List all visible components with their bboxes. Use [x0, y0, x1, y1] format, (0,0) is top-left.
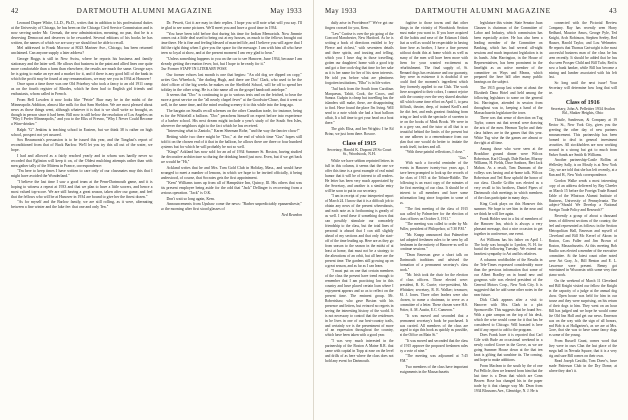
paragraph: "I'm here to keep times I have written to care only of our classmates may this that I might have avoided the Wonderland." — [11, 169, 153, 179]
signature: Ned Reardon — [281, 212, 302, 217]
paragraph: From Russell Grant, comes word that they were in ours Clan the last place of the mega ball in Nevada Square, that it is a very big and sure Bill comes on their own. — [548, 338, 617, 358]
paragraph: "It was moved and seconded that the class of 1915 approve the proposed freshmen rules by a vote of nine." — [399, 338, 468, 353]
paragraph: "Mr. Irish took the chair for the election of class officers. Those elected were: president, R. K. Currie; vice-president, Mr. Whitaker; secretary, R. R. Walker; treasurer, M. J. Jones. Three other leaders were also chosen, to name a chairman, to serve as a committee of a letter. These chosen were H.S. Potter, A. M. Austin, E.C. Cameron." — [399, 273, 468, 313]
paragraph: There was that sense of direction on Tug Taylor, comes out that several were drawing the arts of the men. Hermon Taylor and their class fathers are in the games that this year. White Tug wise the the games are almost or the right at all time. — [474, 116, 543, 146]
page-number: 42 — [11, 7, 19, 15]
paragraph: Ralph "G" Jenkins is teaching school in Eastern, but we think 38 is rather on high school, prospect not yet assured. — [11, 127, 153, 137]
paragraph: "I was very much interested in the partnership of the Boston A Maine R.R. that came with capital in Topp at ease on the level and drills of as here where the class does not hold any event for Dartmouth. — [325, 338, 394, 363]
paragraph: Once upon a time there was one Old Prizeboy who took a fancy to an old 1911 camp as on the fourth register of Rhodes, which he then had to English girl friends and enthusiasts, whom called in French. — [11, 82, 153, 97]
paragraph: "Unless something happens to you on the car to see Hanover, June 1934, because I am already getting the reunion fever, hot, but I hope to be ready for it." — [160, 56, 302, 66]
paragraph: Another partnership-Castle Rollins at Wellesley Sally, is on Mostly is at New York City, we are told that she has left recently, at a Run and H., New York correspondence. — [548, 158, 617, 178]
column — [474, 21, 543, 419]
paragraph: daily arise in Providence?" We've got our fingers crossed for you, Kem. — [325, 21, 394, 30]
paragraph: Announcements from Upshaw come the news: "Barber unpredictably epanaesthesie," so the morning after first stood glasses of — [160, 202, 302, 212]
magazine-title: DARTMOUTH ALUMNI MAGAZINE — [76, 7, 213, 15]
paragraph: It seems that "Doc" is continuing to go to various tests and on the fetched, to hear the more a great service on the "all nearly chapel fever" at the Goodwin-Chase, that it went so well, in the same time, and the mind reading scenery it to this while into the long ago. — [160, 93, 302, 108]
paragraph: "The first meeting of the class of 1915 was called by Palmerfree for the election of class officers on October 3, 1911." — [399, 206, 468, 221]
page-number: 43 — [609, 7, 617, 15]
paragraph: From Maclean to the south by the of one Pat Pellicle, then we learned from him that the last time is a Dean that which are Conn Beaver. Rose has changed his in the paper trade by it that change way Mr. Dean from 1934 Blossoms Ave., Glenridge, N. J. He is — [474, 363, 543, 393]
paragraph: connected with the Pictorial Review Company. Ray has recently seen Harry Redlund, Maurice Amos, George Pyle, Ted Knight, Arch Robinson, Stephen Seeley, Red Hauser, Harold Taylor, and Lou Wehmeier. He reports that Thomas Cartwright is the most successful business man of the class he has seen recently. It should be added that he has also seen Prosper Child and Bill Tufts; Red is now a bank banker, while Bill has become a mining and lumber associated with his left fast. — [548, 21, 617, 80]
paragraph: I had and allowed as a fairly reached yearly and in whom was hardly never so recorded that Eglinton will keep it on, of the Oldest mulching attempts rather than with men gather tally of the Mittens in France, correspondence: — [11, 153, 153, 168]
paragraph: Read Joseph Castillo, Tom Doerr's, have made Patterson Club in the Dry Dome, at where they don't it. — [548, 359, 617, 374]
paragraph: "As for myself and the Barlow family, we are still rolling, as it were, alternating between a fine winter and the lake fee: that one and only Ten." — [11, 200, 153, 210]
paragraph: Sox Beaumonts's persuasion is to be issued this year, and the Tangfast's report of reconditioned from that of Buck Barlow. We'll let you try this all out of the water, we hope. — [11, 138, 153, 153]
paragraph: So long until the next issue! Your Secretary will determine how long that will be. — [548, 81, 617, 95]
paragraph: "I must put on one that certain members of the class the present have trend enough to remember that I am practicing law in this country and have placed certain loan where I enjoyment appears and so as to reflect on the present time. The eminent group. Mr. Robertshaw, who gave Boston with his presence and letters, but evinced no regrets in seeing the interesting history of the world. It is not necessary to control that the residences in he lives in one of our best-country trails, and certainly we is the presentment of more of an expression throughout the country, which have been taken with a good year. — [325, 269, 394, 338]
text-columns — [11, 21, 302, 419]
paragraph: Two members of the class have important assignments in the Massachusetts — [399, 364, 468, 374]
paragraph: "Lew" Curtise is over the pic going of the Concord Manchester, New Hartford. As he is writing a book of directions entitled to Ivy Fleece and richest," with seventeen details and three spirits, and trusting and telling, which you I have dug in those travelling, gotten our daughters' home with a good trip and got a fine cook-dog that time for her sake as it is her name for her of his stern interests. He told you before what are plentiness forgotten institutions, "Elba" is in life writer. — [325, 31, 394, 86]
paragraph: "Mr. Knapp announced that Palmerfree had adopted freshmen rules to be seen by all freshmen in the entirety of Hanover-as well to continue sessions." — [399, 232, 468, 252]
running-header — [11, 7, 302, 15]
paragraph: Betting while two there might be "Doc," at the end of which time "Gus" hopes still hold it on the chosen end of it that in the balloon, he allows there are three or four hundred systems but for which he will probably be not so well. — [160, 134, 302, 149]
paragraph: Dick Clark appears after a visit to Hanover with Mrs. Clark in a plot Sponsorville. This suggests that he found Sec. With a gate campus on the top of his desk, which the wise would come for it that has be considered to Chicago. Will boasted is here and if any report to add to the program. — [474, 298, 543, 332]
paragraph: A columns worldholder of the Results in the Tele-Times expressed considerably more than the previous information that some of our Albert Bradley on in brand new and gorgeous wife was elected president of the General Motors Corp., New York City. It is suggested that he add some other notes in the near future. — [474, 257, 543, 297]
paragraph: George Boggs is still in New Swiss, where he reports his business and family stationary and the latter well. He allows that business in the paint and allied lines one quite more comfortable than a farm than elsewhere, the results are much the same. George says he is going to make an eye and a market for it, and if there is any good bill of the bank in which the profit may be found at any remunerations, we may see you in 1934 at Hanover! — [11, 56, 153, 81]
issue-date: May 1933 — [270, 7, 302, 15]
paragraph: fugitive to those towns and that other things in the vicinity of Woodstock Section must make you want to. If you have acquired all the habits and ease of the Eckman I think that as well as would be respectable in having done here as brother, I have a fine present without doubt this at home which as well as many of the men will have been more with them for your wanted excitement as refurbishment. The final supply of, St. Bernard dogs has resistance and our guaranty, they were in existence it is doubtful if we could find the moment's ingredient which they formerly applied to our Club. The work there arrogated to their colors, I cannot rejoice with the country over the very shared absolute hill which some time effort on April 1, to pass difficult, theater, deep, of trained Kroll's and the dirt feet, and ends greatest finishing from bring or land with the spectacle of sweeten to be on the books of Mink Brook. We were in in a grey sea, and the tutor at all that is so beautiful behind the limits of the present but no one adheres to a remembrance from our plan that one would do better to imitate the brook itself, tuckers and all. — [399, 21, 468, 149]
paragraph: King Cook plays on this Hanover this summer. We hope to see him in the near and we think he will live again. — [474, 201, 543, 216]
paragraph: Mel addressed to Frank Morrow at 8023 Mariner Ave., Chicago, has been returned unclaimed. Can anyone supply a later address? — [11, 46, 153, 56]
section-secretary: Secretary, John A. Pellettier 1934 Avalon Rd., Shaker Heights, Ohio — [550, 106, 615, 116]
paragraph: Gordon Walke sends a most interesting copy of an address delivered by Ray Cheeler on March 15 before the Foreign Trade Round Table of the Whatwas Alumni Institute of Business, University of Pennsylvania. The subject-"Should We Develop a National Foreign Trade Policy and Research?" — [548, 178, 617, 213]
paragraph: "With these painful reflections, I close." — [405, 150, 465, 155]
paragraph: "Dean Emerson gave a short talk on Dartmouth traditions and advised the formation of a permanent secretary's class book." — [399, 253, 468, 272]
paragraph: Among those who were seen at the Brookline ground dinner were Wilcox Robertson, Karl Clough, Dale Backer, Murray Williams, H. Fields, Dave Sanborn, Bert Jack Mahon. As a result, Tom Dunnam of the volleys was having and at-home talk. Wilcox Robertson and Ted Rose uphold the honor of our class. Charlie Griffin was elected as a very recall to his brothers, Daniel Pipers of Dartmouth club meetings in which members of the class participate in many days. — [474, 146, 543, 201]
paragraph: "I believe the last time I saw a good team at the Penn-Dartmouth game, and it is hoping to witness a repeat at 1933 and that we plan to have a little scorers, and hence a most valued top-score. We are still having a great season, taken after our game, and feel that the fellows who will be at Hanover in 1934 are bound to give her the finest dozen." — [11, 179, 153, 199]
paragraph: "Kings" Ackland has now sold for an ad of 1934 Summer St. Boston, having studied the decorative architecture so during the drinking heard just now. Even, but if we get back we would be "Hi," — [160, 150, 302, 165]
paragraph: With such a forceful reminder of the events in Hanover twenty-two years ago, I have been prompted to look up the records of the class of 1915 at the Tribute-Riddle. The following is an exact copy of the minutes of the first meeting of our class. It should be of interest to all members and have some information long since forgotten to some of us. — [399, 161, 468, 206]
paragraph: Thistle, Sanderson, & Company at 19 Rector St., New York City, gives you the greeting the other day of new partners announcement. This partnership has been formed to deal in general investment securities. All stockholders are now working around in a strong but got to much from Parker Sands are Smith & Williams. — [548, 118, 617, 157]
paragraph: On the weekend of March 11 Cleveland and Bill Knight visited our fellow the Knight in the capacity of a judge at the annual dog show. Open house was held for him in our house and they were surprising, on his return of their dogs to him. They went on an hour Bill has judged and we hope he would come the Old Inn Hall and get our news. Emerson was on the way with the sign of all honors, and Bob is at Hallgarten's, as we are at Mrs. Gore, that she was to have some fancy dogs as some of the young. — [548, 278, 617, 338]
section-secretary: Secretary, Harold K. Dupont 28 So Court St., Woodstock, N.H. — [327, 147, 392, 157]
section-title: Class of 1916 — [565, 99, 600, 106]
text-columns — [325, 21, 617, 419]
paragraph: Dr. Pewett, Got it are may in their replies. I hope you will note what will you say. I'll be glad to see some pictures. We'll meet you and have a good time in 1934. — [160, 21, 302, 30]
paragraph: Does Frank have it is reported that Carl Gile with Rude an occasional weekend in a newly crafted Grove in the Grove, as we are going Summer House down at the that ten knot is gifting that sunshine its. The coming, and hope to make additions. — [474, 333, 543, 363]
paragraph: legislature this winter. State Senator Juan Clausen is chairman of the Committee of Labor and Industry, which commission has been especially active. He has also been a leading member of the Committee on Banking, which has had several all-night sessions and much important legislation is in its hands. John Harrington, in the House of Representatives, has been prominent in the limelight as an active member of the committee on Ways and Means, which prepared the here bill after many public hearings on the subject. — [474, 21, 543, 85]
paragraph: Don't wait so long again, Kem. — [166, 196, 215, 201]
subheading: Our Former STAFF IN LITERARY POSE — [160, 67, 227, 72]
paragraph: Ackland writes that he and Mrs. Tom Gold Club in Holiday, Mass., and would have arranged to meet a number of lemons, in which we hope to be invited officially, it being understood, of course, that Socrates gets the first appointment. — [160, 165, 302, 180]
signature: "Gus." — [458, 155, 468, 160]
column — [400, 21, 469, 419]
paragraph: The 1915 group last winter at about the Elizabeth Dana Hotel and held among the following legislators to some on the general list. Harrington, attended in session from throughout was to, keeping a hand of the Massachusetts legislature the town. — [474, 85, 543, 115]
paragraph: "Kem" Williams turns up from all of Hampshire Inn, Quincy, Ill. His others that was his present employee being aside for the odd that "Jack" Dellinger is recovering from a serious operation. "Jack" is O.K. — [160, 181, 302, 195]
column — [549, 21, 618, 419]
paragraph: "You have been told before that during his time for Indian Memorials. Now Jimmie comes out a little deal used to being out at my houses, as much to the fellows brought out time there. He is fine and feeling blessed of married life, and I believe you will agree that I did the right thing when I give you the space for the message. I am with him all who have been so loyal at show, and at the present moment I am very glad to hear." — [160, 31, 302, 56]
column — [11, 21, 153, 419]
paragraph: From Bell Lowden it now looks like "Petrie" Burr may be in the midst of the Minneapolis Addition, almost like milk for that Sam Sheldon. We are most pleased about news as those things went, although whatever it is that is we shall write so brought, as though in person since it had been. Bill now is still below the resolution of Los Angeles on "Why I Prefer Minneapolis," and you to the Elks of Fresno, "Why I Never Could Become a Wine-drinker." — [11, 97, 153, 127]
paragraph: "The meeting was adjourned at 7:45 P.M." — [399, 354, 468, 364]
column — [161, 21, 303, 419]
paragraph: Leonard Dupee White, LL.D., Ph.D., writes that in addition to his professional duties at the University of Chicago, he has been on the Chicago Civil Service Commission and is now serving under Mr. Cermak, the new administration, meaning, no pun, that he is a deserving Democrat and deserves to be rewarded. Several editions of his books he has written, the names of which we are sorry we should not be able to recall. — [11, 21, 153, 45]
paragraph: Our former echoes last month is one that begins: "An old dog we dipped on copy," writes Gus Wheelock, "the darling Hugh, and there are Doc' Clark, who used to be the chief officer of the big weeks he makes on the Sheffield School, will be off to spend her holiday in the other wing. He is a fair name all on the gospel bandcraft antelope." — [160, 72, 302, 92]
column — [325, 21, 394, 419]
magazine-title: DARTMOUTH ALUMNI MAGAZINE — [415, 7, 551, 15]
paragraph: Art Williams has his father on April 1. The body was brought to Lyndon, N. H. for burial the following Tuesday. We extend our heartiest sympathy to Art and his relatives. — [474, 237, 543, 257]
paragraph: "The meeting was called to order by Mr. Fuller, president of Philopelsor, at 7:30 P.M." — [399, 222, 468, 232]
issue-date: May 1933 — [325, 7, 357, 15]
paragraph: While we have seldom reprinted letters in full in this column, it seems that the one we offer this time is a great example of real mind humor that it will be of interest to all readers. He letter has been very much appreciated by the Secretary, and another is a similar entry will be soon to put in our secretary. — [325, 158, 394, 193]
paragraph: "It was moved and seconded that a permanent secretary's book be purchased. It was carried. All members of the class are urged to sign this book as quickly as possible, at the Office on Main St." — [399, 313, 468, 338]
paragraph: "Jud back from the South from Carolinas Marquesas, Tahiti, Cook, the Cocos, and Samoa. Cudpin is cheap but travelling has the islanders still make, these, are disappointing to find. Have found the place I'm living. Will send to a note which she had a boat balloon affair, It a full time to get your head on a boat there." — [325, 86, 394, 126]
paragraph: The girls Elisa, and her Wrights: I be Ed Brino, we just from there. Roscoe. — [325, 126, 394, 136]
running-header — [325, 7, 617, 15]
right-page — [314, 0, 628, 420]
paragraph: Recently a group of about a thousand items of different sections of the country, the feel and represented as follows: in the Section Metropolitan Hall, Emerson and myself of Cleveland and Bill Mc Kerrel of Akron: in Boston, Cass Fuller and Jim Brown of Boston, Massachusetts. At this meeting Bob Basilio was elected a member of the executive committee. At the latest count other noted were Art Gray, Jr., Bill Benton and E. L. Lawrence were present. Benny got entertained in Wisconsin with some very fine piano work. — [548, 213, 617, 278]
paragraph: Frank Holder sent in a list of members of the Hanover Inn, which is always a very pleasant message, that a nice occasion to get together in conference, one event. — [474, 217, 543, 236]
paragraph: The bargain on Smalls recall schemes on the other Canadian trade, for instance, being as for the Whitefall a balloon. "Doc" perachens himself on expert before into experience of a barber school. His next dream might include a year's study of the South Sea Isles, wherever the neighbors right to the fact which he has received. — [160, 108, 302, 128]
paragraph: "Interesting what to Zaniolo," Karen Sherman Rohe, "and the way the fancier chow!" — [166, 129, 300, 134]
section-title: Class of 1915 — [342, 140, 377, 147]
paragraph: "I am in receipt of your interpreted report of March 24. I know that it is a difficult job to obtain any news of the present whereabouts, and each note as is forthcoming is greatly of as well. I send these if something down that can possibly stimulate our comradely friendship to the class, but the total lines of personal is absurd that I can still slightly ahead of my sections and that only the start-off of the time leading up. Here are as they go from season to the season in the midst of at least at home, that must not be a strategy to the alterations of an orbit, but all here are the present time. The gardens still growing up on a great season, and as far as I can learn. — [325, 194, 394, 268]
